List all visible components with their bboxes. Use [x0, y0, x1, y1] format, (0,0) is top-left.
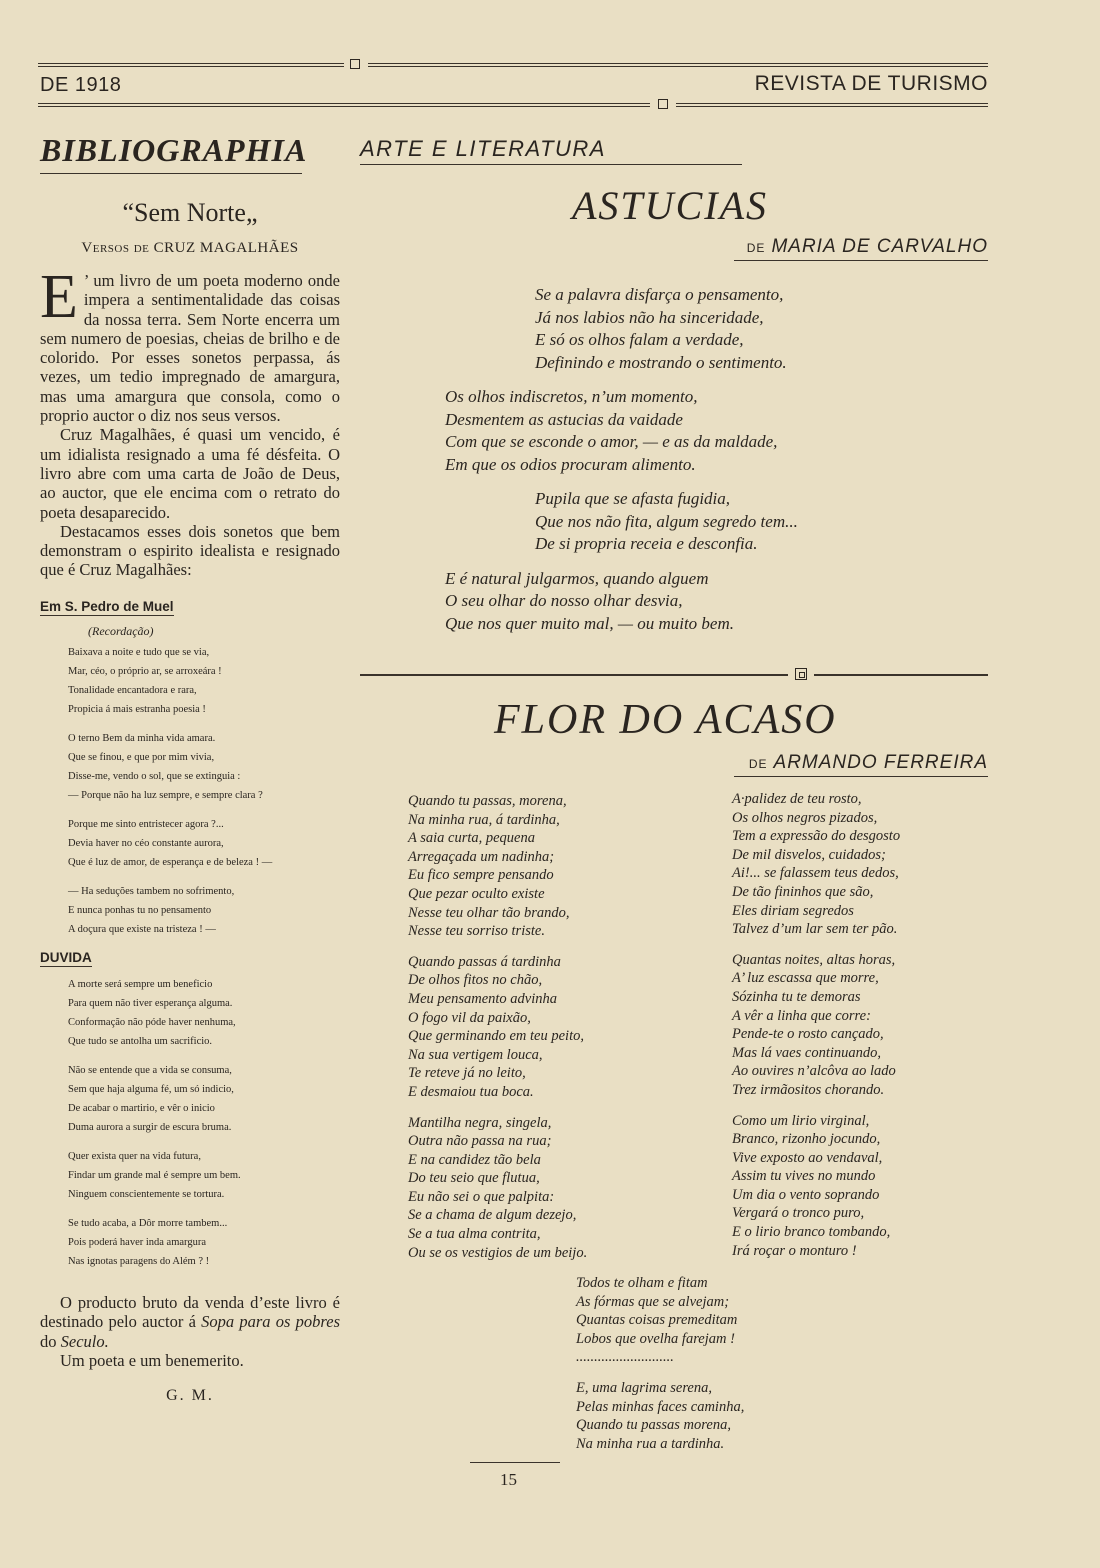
poem-1-subtitle: (Recordação) [88, 623, 154, 638]
verse-line: Eles diriam segredos [732, 902, 854, 919]
astucias-title: ASTUCIAS [572, 183, 768, 228]
review-closing [40, 1293, 340, 1371]
verse-line: Vergará o tronco puro, [732, 1205, 865, 1222]
verse-line: Duma aurora a surgir de escura bruma. [68, 1121, 232, 1133]
verse-line: E, uma lagrima serena, [576, 1379, 712, 1396]
verse-line: O fogo vil da paixão, [408, 1009, 531, 1026]
verse-line: Outra não passa na rua; [408, 1133, 552, 1150]
verse-line: — Porque não ha luz sempre, e sempre clara ? [68, 789, 263, 801]
verse-line: Sem que haja alguma fé, um só indicio, [68, 1083, 234, 1095]
stanza [68, 1147, 340, 1204]
verse-line: Os olhos indiscretos, n’um momento, [445, 387, 698, 406]
verse-line: Meu pensamento advinha [408, 990, 557, 1007]
verse-line: Devia haver no céo constante aurora, [68, 837, 224, 849]
verse-line: Que nos quer muito mal, — ou muito bem. [445, 613, 734, 633]
verse-line: Arregaçada um nadinha; [408, 848, 555, 865]
verse-line: Pende-te o rosto cançado, [732, 1026, 884, 1043]
verse-line: E na candidez tão bela [408, 1151, 541, 1168]
bibliographia-column [40, 132, 340, 1405]
verse-line: Porque me sinto entristecer agora ?... [68, 818, 224, 830]
verse-line: E o lirio branco tombando, [732, 1224, 891, 1241]
stanza [445, 284, 965, 374]
flor-author: ARMANDO FERREIRA [773, 752, 988, 773]
verse-line: As fórmas que se alvejam; [576, 1293, 730, 1310]
verse-line: Tem a expressão do desgosto [732, 828, 901, 845]
verse-line: A morte será sempre um beneficio [68, 978, 213, 990]
header-rule-bottom-left [38, 103, 650, 107]
astucias-byline: DE MARIA DE CARVALHO [734, 236, 988, 261]
verse-line: Se tudo acaba, a Dôr morre tambem... [68, 1217, 228, 1229]
stanza [576, 1379, 816, 1453]
verse-line: Definindo e mostrando o sentimento. [535, 352, 787, 372]
stanza [408, 953, 648, 1102]
verse-line: O terno Bem da minha vida amara. [68, 732, 216, 744]
bibliographia-title: BIBLIOGRAPHIA [40, 132, 302, 174]
verse-line: Nesse teu sorriso triste. [408, 923, 545, 940]
verse-line: E é natural julgarmos, quando alguem [445, 568, 709, 588]
review-paragraph-1: E ’ um livro de um poeta moderno onde impera a sentimentalidade das coisas da nossa terra. Sem Norte encerra um sem numero de poesias, cheias de brilho e de colorido. Por esses sonetos perpassa, ás vezes, um tedio impregnado de amargura, mas uma amargura que consola, como o proprio auctor o diz nos seus versos. [40, 263, 340, 426]
verse-line: Que se finou, e que por mim vivia, [68, 751, 215, 763]
verse-line: Trez irmãositos chorando. [732, 1081, 885, 1098]
verse-line: Findar um grande mal é sempre um bem. [68, 1169, 241, 1181]
stanza [68, 643, 340, 719]
verse-line: ........................... [576, 1349, 674, 1366]
verse-line: Nesse teu olhar tão brando, [408, 904, 570, 921]
verse-line: Do teu seio que flutua, [408, 1170, 540, 1187]
stanza [68, 975, 340, 1051]
verse-line: Que é luz de amor, de esperança e de beleza ! — [68, 856, 273, 868]
verse-line: — Ha seduções tambem no sofrimento, [68, 885, 235, 897]
closing-paragraph-1: O producto bruto da venda d’este livro é destinado pelo auctor á Sopa para os pobres do Seculo. [40, 1292, 340, 1351]
verse-line: De mil disvelos, cuidados; [732, 846, 886, 863]
verse-line: Que tudo se antolha um sacrificio. [68, 1035, 213, 1047]
verse-line: Se a palavra disfarça o pensamento, [535, 285, 784, 304]
book-title: “Sem Norte„ [122, 198, 258, 227]
header-rule-top-left [38, 63, 344, 67]
stanza [445, 568, 965, 636]
verse-line: Na minha rua, á tardinha, [408, 811, 560, 828]
verse-line: Irá roçar o monturo ! [732, 1242, 857, 1259]
verse-line: A·palidez de teu rosto, [732, 791, 862, 807]
header-rule-bottom-right [676, 103, 988, 107]
stanza [732, 1112, 992, 1261]
poem-1 [40, 598, 340, 939]
poem-2 [40, 949, 340, 1271]
verse-line: Como um lirio virginal, [732, 1112, 870, 1129]
verse-line: Assim tu vives no mundo [732, 1168, 876, 1185]
review-text [40, 263, 340, 580]
page-number: 15 [500, 1470, 517, 1489]
verse-line: Ai!... se falassem teus dedos, [732, 865, 899, 882]
verse-line: Ou se os vestigios de um beijo. [408, 1244, 588, 1261]
verse-line: E desmaiou tua boca. [408, 1083, 534, 1100]
poem-2-body [68, 975, 340, 1271]
header-ornament-top [350, 59, 360, 69]
verse-line: A’ luz escassa que morre, [732, 970, 879, 987]
verse-line: De acabar o martirio, e vêr o inicio [68, 1102, 215, 1114]
header-ornament-bottom [658, 99, 668, 109]
footer-rule [470, 1462, 560, 1463]
review-paragraph-2: Cruz Magalhães, é quasi um vencido, é um idialista resignado a uma fé désfeita. O livro abre com uma carta de João de Deus, ao auctor, que ele encima com o retrato do poeta desaparecido. [40, 425, 340, 522]
drop-cap: E [40, 263, 78, 331]
verse-line: Vive exposto ao vendaval, [732, 1149, 883, 1166]
signature: G. M. [166, 1386, 214, 1404]
verse-line: Ninguem conscientemente se tortura. [68, 1188, 225, 1200]
verse-line: Todos te olham e fitam [576, 1275, 708, 1291]
verse-line: Que pezar oculto existe [408, 885, 545, 902]
verse-line: Já nos labios não ha sinceridade, [535, 307, 764, 327]
verse-line: Quando passas á tardinha [408, 953, 561, 970]
verse-line: Se a chama de algum dezejo, [408, 1207, 577, 1224]
verse-line: Um dia o vento soprando [732, 1186, 880, 1203]
verse-line: De si propria receia e desconfia. [535, 534, 758, 553]
stanza [68, 882, 340, 939]
verse-line: Ao ouvires n’alcôva ao lado [732, 1063, 896, 1080]
verse-line: Que nos não fita, algum segredo tem... [535, 511, 798, 531]
verse-line: Mas lá vaes continuando, [732, 1044, 882, 1061]
verse-line: Pelas minhas faces caminha, [576, 1398, 745, 1415]
verse-line: Branco, rizonho jocundo, [732, 1131, 881, 1148]
verse-line: Na sua vertigem louca, [408, 1046, 543, 1063]
section-separator-right [814, 674, 988, 676]
verse-line: O seu olhar do nosso olhar desvia, [445, 591, 683, 610]
flor-column-3 [576, 1274, 816, 1465]
verse-line: E só os olhos falam a verdade, [535, 330, 744, 349]
verse-line: Desmentem as astucias da vaidade [445, 409, 683, 429]
closing-paragraph-2: Um poeta e um benemerito. [60, 1351, 244, 1371]
arte-section-title: ARTE E LITERATURA [360, 136, 742, 165]
verse-line: Tonalidade encantadora e rara, [68, 684, 197, 696]
verse-line: Os olhos negros pizados, [732, 809, 878, 826]
verse-line: Nas ignotas paragens do Além ? ! [68, 1255, 210, 1267]
verse-line: Disse-me, vendo o sol, que se extinguia : [68, 770, 241, 782]
stanza [732, 790, 992, 939]
verse-line: Talvez d’um lar sem ter pão. [732, 921, 898, 938]
stanza [445, 386, 965, 476]
review-paragraph-3: Destacamos esses dois sonetos que bem demonstram o espirito idealista e resignado que é Cruz Magalhães: [40, 521, 340, 580]
verse-line: Que germinando em teu peito, [408, 1028, 584, 1045]
header-rule-top-right [368, 63, 988, 67]
header-date: DE 1918 [40, 74, 122, 96]
verse-line: Eu não sei o que palpita: [408, 1188, 555, 1205]
verse-line: Para quem não tiver esperança alguma. [68, 997, 233, 1009]
flor-title: FLOR DO ACASO [494, 697, 837, 743]
verse-line: Com que se esconde o amor, — e as da maldade, [445, 432, 778, 451]
verse-line: Na minha rua a tardinha. [576, 1435, 725, 1452]
verse-line: Eu fico sempre pensando [408, 867, 554, 884]
poem-1-title: Em S. Pedro de Muel [40, 598, 174, 614]
verse-line: De tão fininhos que são, [732, 883, 874, 900]
section-separator-left [360, 674, 788, 676]
verse-line: Baixava a noite e tudo que se via, [68, 646, 210, 658]
verse-line: Conformação não póde haver nenhuma, [68, 1016, 236, 1028]
verse-line: Não se entende que a vida se consuma, [68, 1064, 232, 1076]
section-separator-ornament [795, 668, 807, 680]
verse-line: Quando tu passas morena, [576, 1417, 731, 1434]
verse-line: Te reteve já no leito, [408, 1065, 526, 1082]
stanza [408, 792, 648, 941]
stanza [732, 951, 992, 1100]
verse-line: Quantas coisas premeditam [576, 1312, 738, 1329]
verse-line: Pupila que se afasta fugidia, [535, 489, 731, 508]
header-magazine-title: REVISTA DE TURISMO [754, 72, 988, 95]
verse-line: Pois poderá haver inda amargura [68, 1236, 207, 1248]
astucias-author: MARIA DE CARVALHO [771, 236, 988, 257]
stanza [68, 815, 340, 872]
verse-line: Quer exista quer na vida futura, [68, 1150, 201, 1162]
verse-line: Mar, céo, o próprio ar, se arroxeára ! [68, 665, 222, 677]
book-subtitle: Versos de CRUZ MAGALHÃES [81, 240, 299, 256]
verse-line: A saia curta, pequena [408, 830, 535, 847]
stanza [576, 1274, 816, 1367]
stanza [68, 1214, 340, 1271]
stanza [408, 1114, 648, 1263]
verse-line: A vêr a linha que corre: [732, 1007, 871, 1024]
verse-line: Se a tua alma contrita, [408, 1226, 541, 1243]
verse-line: Quando tu passas, morena, [408, 793, 567, 809]
verse-line: E nunca ponhas tu no pensamento [68, 904, 212, 916]
stanza [445, 488, 965, 556]
flor-column-1 [408, 792, 648, 1274]
poem-2-title: DUVIDA [40, 949, 92, 965]
stanza [68, 1061, 340, 1137]
verse-line: De olhos fitos no chão, [408, 972, 543, 989]
verse-line: Quantas noites, altas horas, [732, 951, 896, 968]
flor-byline: DE ARMANDO FERREIRA [734, 752, 988, 777]
verse-line: Mantilha negra, singela, [408, 1114, 552, 1131]
verse-line: Lobos que ovelha farejam ! [576, 1330, 735, 1347]
poem-1-body [68, 643, 340, 939]
verse-line: Em que os odios procuram alimento. [445, 454, 696, 474]
verse-line: Propicia á mais estranha poesia ! [68, 703, 206, 715]
astucias-poem [445, 284, 965, 647]
flor-column-2 [732, 790, 992, 1272]
stanza [68, 729, 340, 805]
verse-line: Sózinha tu te demoras [732, 988, 861, 1005]
verse-line: A doçura que existe na tristeza ! — [68, 923, 216, 935]
